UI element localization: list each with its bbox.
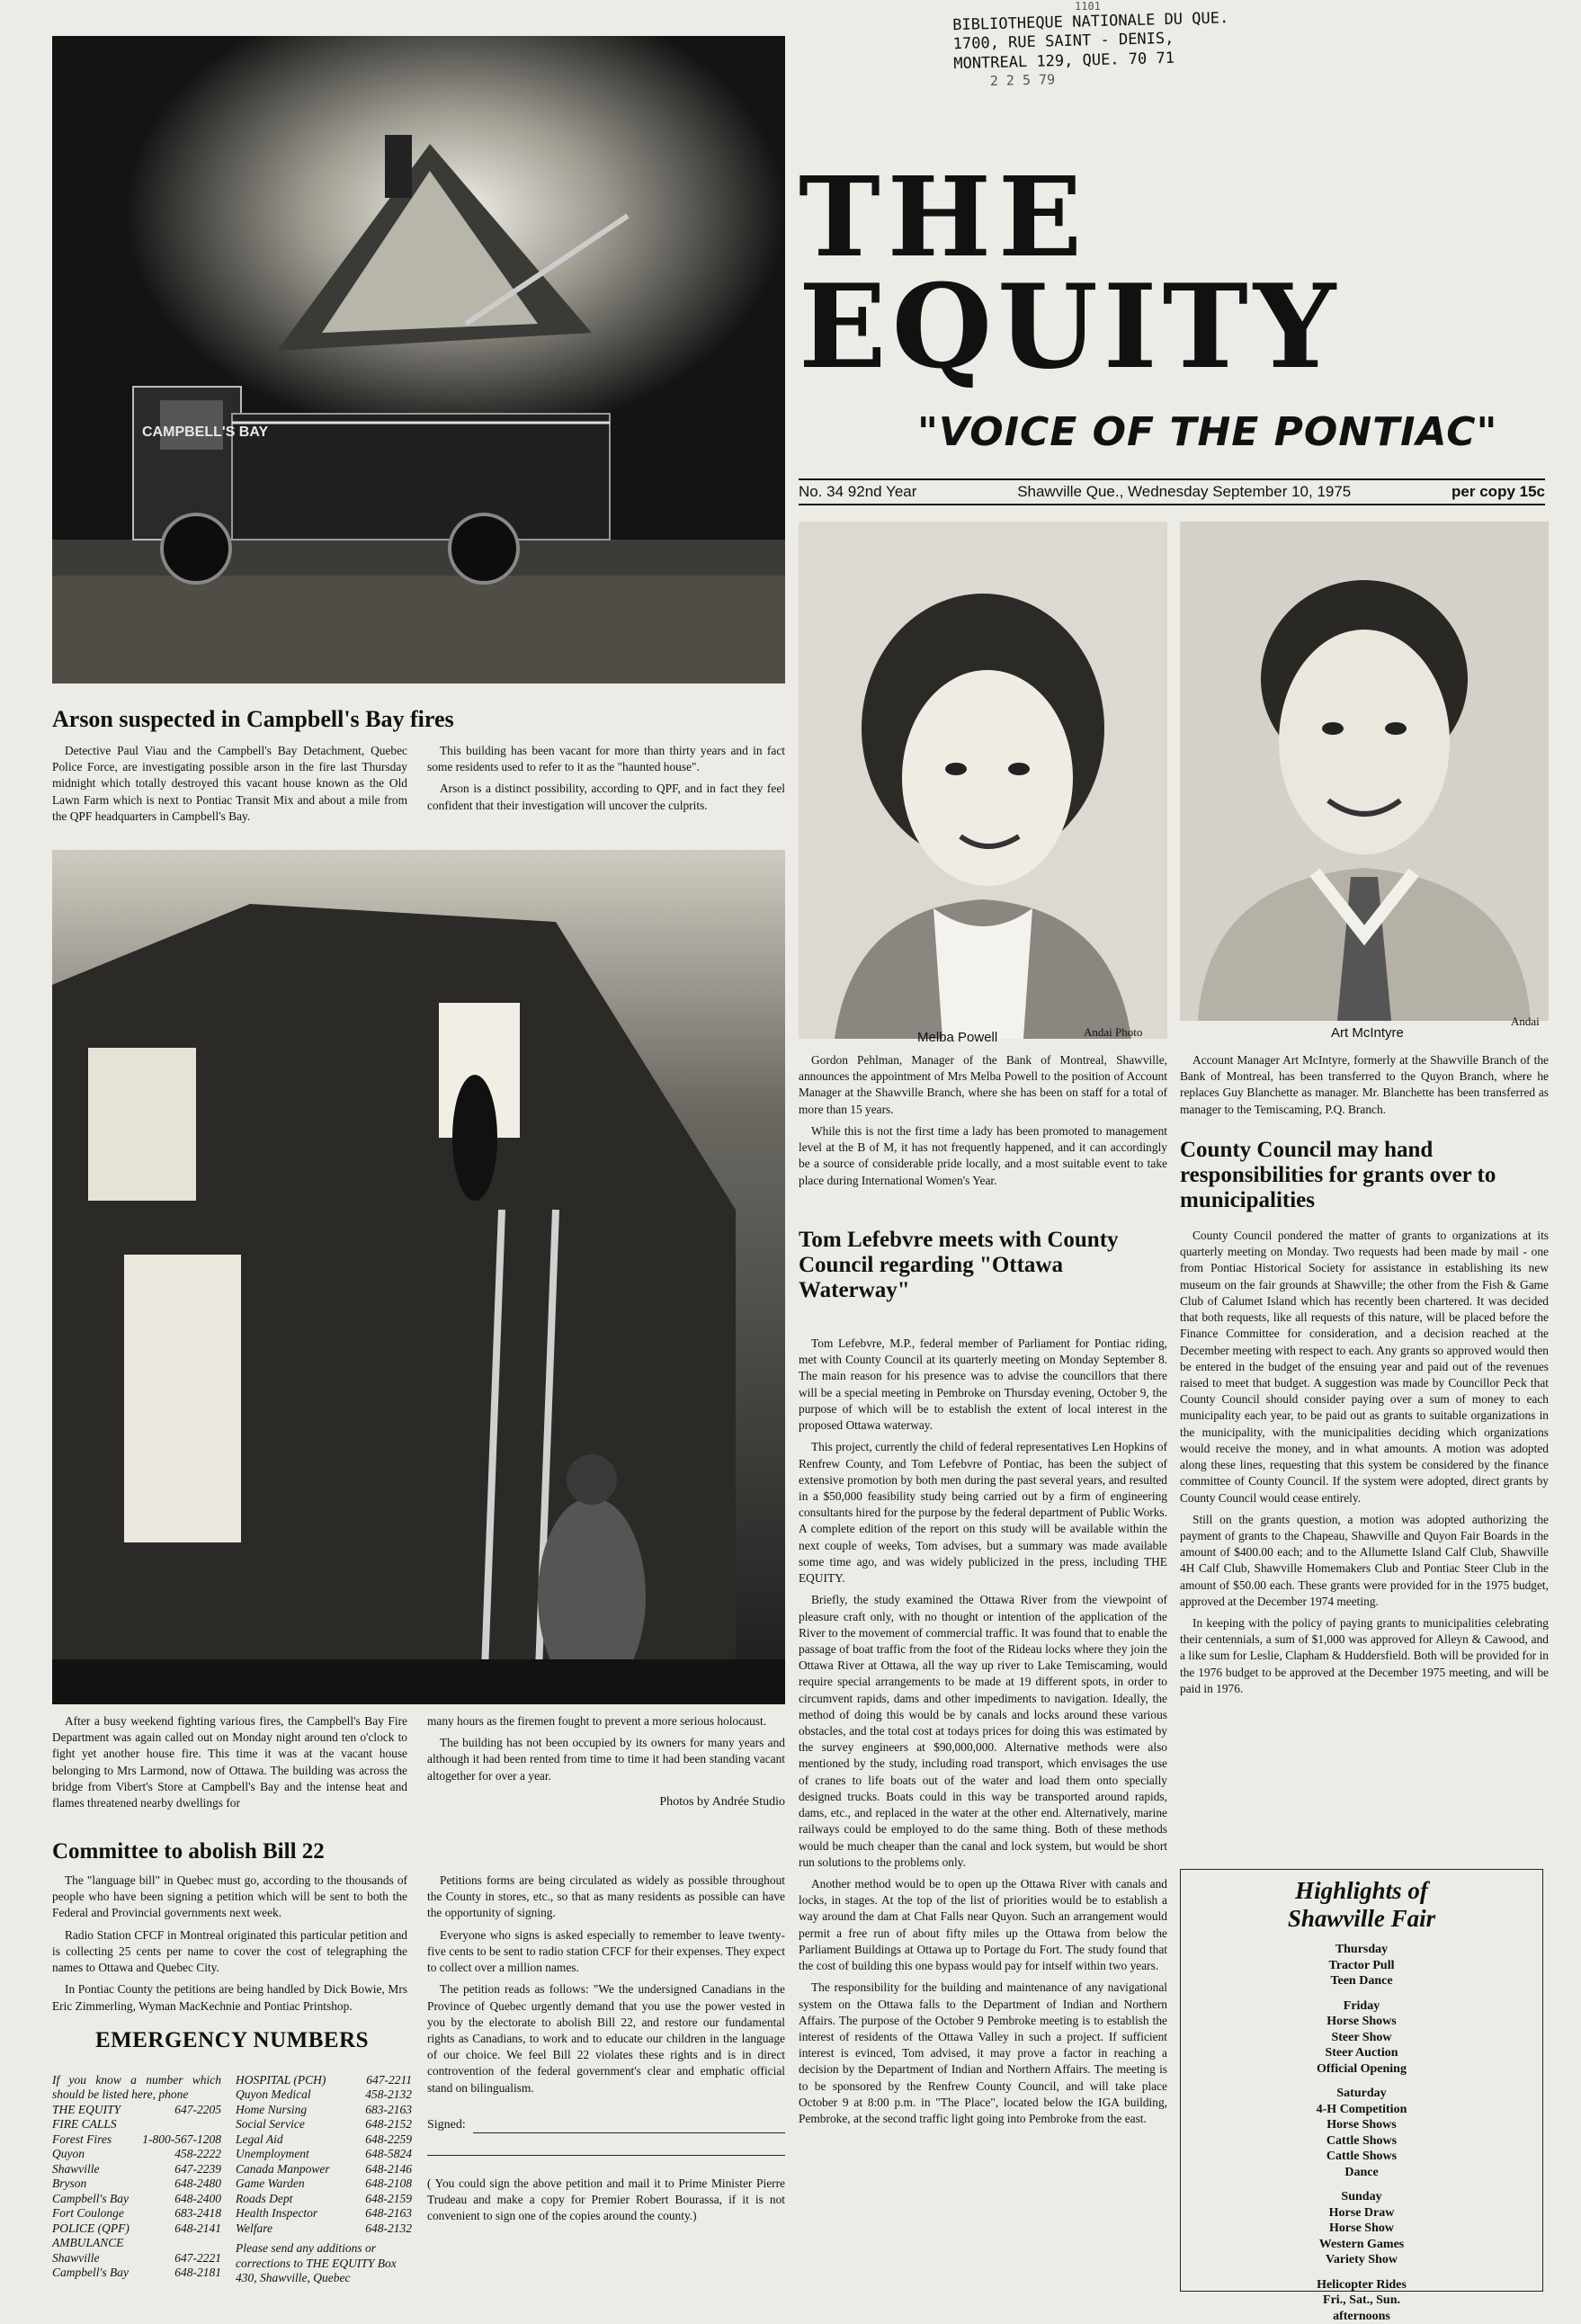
emergency-right-column	[236, 2073, 412, 2286]
mcintyre-story	[1180, 1052, 1549, 1123]
emergency-entry: Health Inspector 648-2163	[236, 2206, 412, 2221]
emergency-entry: THE EQUITY 647-2205	[52, 2102, 221, 2116]
lefebvre-story	[799, 1336, 1167, 2132]
powell-paragraph: While this is not the first time a lady has been promoted to management level at the B of M, it has not frequently happened, and it can accordingly be a source of considerable pride locally, and a most suitable event to take place during International Women's Year.	[799, 1123, 1167, 1187]
emergency-entry: Welfare 648-2132	[236, 2221, 412, 2235]
arson-headline: Arson suspected in Campbell's Bay fires	[52, 706, 454, 732]
portrait-name-powell: Melba Powell	[917, 1030, 998, 1045]
masthead-title-1: THE	[799, 152, 1090, 282]
issue-number: No. 34 92nd Year	[799, 483, 917, 500]
emergency-entry: Unemployment 648-5824	[236, 2147, 412, 2161]
fire-truck-photo	[52, 36, 785, 684]
portrait-art-mcintyre	[1180, 522, 1549, 1021]
man-portrait-illustration	[1180, 522, 1549, 1021]
vibert-caption-paragraph: After a busy weekend fighting various fires, the Campbell's Bay Fire Department was again called out on Monday night around ten o'clock to fight yet another house fire. This time it was at the vacant house belonging to Mrs Larmond, now of Ottawa. The building was across the bridge from Vibert's Store at Campbell's Bay and the intense heat and flames threatened nearby dwellings for	[52, 1714, 407, 1810]
emergency-title: EMERGENCY NUMBERS	[94, 2028, 370, 2052]
lefebvre-paragraph: The responsibility for the building and maintenance of any navigational system on the Ottawa falls to the Department of Indian and Northern Affairs. The purpose of the October 9 Pembroke meeting is to establish the interest of residents of the Ottawa Valley in such a project. If sufficient interest is evinced, Tom advised, it may prove a factor in reaching a decision by the Department of Indian and Northern Affairs. The meeting is to be sponsored by the Renfrew County Council, and will take place October 9 at 8:00 p.m. in "The Place", located below the IGA building, Pembroke, at the second traffic light going into Pembroke from the east.	[799, 1980, 1167, 2126]
emergency-entry: Fort Coulonge 683-2418	[52, 2206, 221, 2221]
emergency-intro: If you know a number which should be listed here, phone	[52, 2073, 221, 2102]
vibert-caption-paragraph: The building has not been occupied by its owners for many years and although it had been rented from time to time it had been standing vacant altogether for over a year.	[427, 1736, 785, 1783]
lefebvre-paragraph: Another method would be to open up the Ottawa River with canals and locks, in stages. At the top of the list of priorities would be to establish a way around the dam at Chat Falls near Quyon. Such an arrangement would permit a free run of about fifty miles up the Ottawa from below the Parliament Buildings at Ottawa up to Portage du Fort. The study found that the cost of building this one bypass would pay for intself within two years.	[799, 1877, 1167, 1973]
place-date: Shawville Que., Wednesday September 10, 1975	[1017, 483, 1352, 500]
arson-body-left	[52, 743, 407, 830]
fair-title-2: Shawville Fair	[1287, 1905, 1436, 1933]
signed-label: Signed:	[427, 2117, 466, 2132]
council-paragraph: County Council pondered the matter of grants to organizations at its quarterly meeting on Monday. Two requests had been made by mail - one from Pontiac Historical Society for assistance in establishing its new museum on the fair grounds at Shawville; the other from the Fish & Game Club of Calumet Island which has recently been chartered. It was decided that both requests, like all requests of this nature, will be placed before the Finance Committee for consideration, and a decision reached at the December meeting with respect to each. Any grants so approved would then be entered in the budget of the ensuing year and paid out of the revenues raised to meet that budget. A suggestion was made by Councillor Peck that County Council should consider paying over a sum of money to each municipality each year, to be paid out as grants to suitable organizations in the municipality, with the municipalities deciding which organizations would receive the money, and in what amounts. A motion was adopted along these lines, requesting that this system be considered by the finance committee of County Council. If the system were adopted, direct grants by County Council would cease entirely.	[1180, 1229, 1549, 1505]
emergency-entry: Roads Dept 648-2159	[236, 2191, 412, 2205]
emergency-entry: Home Nursing 683-2163	[236, 2102, 412, 2116]
emergency-entry: Social Service 648-2152	[236, 2117, 412, 2132]
bill22-paragraph: Petitions forms are being circulated as widely as possible throughout the County in stores, etc., so that as many residents as possible can have the opportunity of signing.	[427, 1873, 785, 1920]
emergency-entry: AMBULANCE	[52, 2236, 124, 2250]
woman-portrait-illustration	[799, 522, 1167, 1039]
emergency-footer: Please send any additions or corrections to THE EQUITY Box 430, Shawville, Quebec	[236, 2241, 397, 2285]
emergency-entry: HOSPITAL (PCH) 647-2211	[236, 2073, 412, 2087]
emergency-left-column	[52, 2073, 221, 2281]
bill22-paragraph: Radio Station CFCF in Montreal originated this particular petition and is collecting 25 cents per name to cover the cost of telegraphing the names to Ottawa and Quebec City.	[52, 1927, 407, 1975]
powell-paragraph: Gordon Pehlman, Manager of the Bank of Montreal, Shawville, announces the appointment of Mrs Melba Powell to the position of Account Manager at the Shawville Branch, where she has been on staff for a total of more than 15 years.	[799, 1053, 1167, 1116]
emergency-entry: Quyon Medical 458-2132	[236, 2087, 412, 2102]
stamp-top-note: 1101	[1075, 0, 1101, 13]
masthead-slogan: "VOICE OF THE PONTIAC"	[917, 409, 1498, 455]
emergency-entry: Legal Aid 648-2259	[236, 2132, 412, 2146]
dateline-bar	[799, 478, 1545, 505]
stamp-line: 2 2 5 79	[989, 70, 1056, 89]
portrait-name-mcintyre: Art McIntyre	[1331, 1025, 1404, 1041]
arson-body-right	[427, 743, 785, 819]
stamp-line: MONTREAL 129, QUE. 70 71	[953, 49, 1175, 73]
vibert-fire-caption-right	[427, 1713, 785, 1810]
fire-truck-illustration	[52, 36, 785, 684]
arson-paragraph: This building has been vacant for more than thirty years and in fact some residents used to refer to it as the "haunted house".	[427, 744, 785, 774]
council-story	[1180, 1228, 1549, 1703]
signature-line[interactable]	[427, 2116, 785, 2133]
lefebvre-headline: Tom Lefebvre meets with County Council regarding "Ottawa Waterway"	[799, 1228, 1119, 1302]
arson-paragraph: Arson is a distinct possibility, according to QPF, and in fact they feel confident that their investigation will uncover the culprits.	[427, 782, 785, 812]
emergency-entry: POLICE (QPF) 648-2141	[52, 2221, 221, 2235]
price: per copy 15c	[1451, 483, 1545, 500]
council-paragraph: Still on the grants question, a motion was adopted authorizing the payment of grants to the Chapeau, Shawville and Quyon Fair Boards in the amount of $400.00 each; and to the Allumette Island Calf Club, Shawville 4H Calf Club, Shawville Homemakers Club and Pontiac Steer Club in the amount of $50.00 each. These grants were provided for in the 1975 budget, approved at the December 1974 meeting.	[1180, 1512, 1549, 1608]
emergency-entry: Game Warden 648-2108	[236, 2177, 412, 2191]
emergency-entry: Forest Fires 1-800-567-1208	[52, 2132, 221, 2146]
fair-group-saturday: Saturday 4-H Competition Horse Shows Cattle Shows Cattle Shows Dance	[1316, 2087, 1407, 2179]
portrait-credit-mcintyre: Andai	[1511, 1015, 1540, 1028]
council-paragraph: In keeping with the policy of paying grants to municipalities celebrating their centennials, a sum of $1,000 was approved for Alleyn & Cawood, and a like sum for Leslie, Clapham & Huddersfield. Both will be provided for in the 1976 budget to be approved at the December 1975 meeting, and will be paid in 1976.	[1180, 1616, 1549, 1695]
council-headline: County Council may hand responsibilities for grants over to municipalities	[1180, 1138, 1496, 1212]
emergency-entry: Shawville 647-2221	[52, 2250, 221, 2265]
bill22-body-right	[427, 1873, 785, 2230]
lefebvre-paragraph: This project, currently the child of federal representatives Len Hopkins of Renfrew County, and Tom Lefebvre of Pontiac, has been the subject of extensive promotion by both men during the past several years, and resulted in a $50,000 feasibility study being carried out by a firm of engineering consultants hired for the purpose by the federal department of Public Works. A complete edition of the report on this study will be available within the next couple of weeks, Tom advises, but a summary was made available some time ago, and was widely publicized in the press, including THE EQUITY.	[799, 1440, 1167, 1586]
portrait-melba-powell	[799, 522, 1167, 1039]
house-fire-photo	[52, 850, 785, 1704]
vibert-fire-caption-left	[52, 1713, 407, 1817]
bill22-paragraph: The "language bill" in Quebec must go, according to the thousands of people who have been signing a petition which will be sent to both the Federal and Provincial governments next week.	[52, 1873, 407, 1920]
emergency-entry: Campbell's Bay 648-2400	[52, 2191, 221, 2205]
emergency-entry: Campbell's Bay 648-2181	[52, 2266, 221, 2280]
fair-group-helicopter: Helicopter Rides Fri., Sat., Sun. afternoons	[1317, 2277, 1407, 2323]
fair-group-friday: Friday Horse Shows Steer Show Steer Auction Official Opening	[1317, 1998, 1407, 2076]
bill22-headline: Committee to abolish Bill 22	[52, 1839, 325, 1864]
portrait-credit-powell: Andai Photo	[1084, 1025, 1143, 1039]
lefebvre-paragraph: Briefly, the study examined the Ottawa River from the viewpoint of pleasure craft only, with no thought or intention of the application of the River to the movement of commercial traffic. It was found that to enable the passage of boat traffic from the foot of the Rideau locks where they join the Ottawa River at Ottawa, all the way up river to Lake Temiscaming, would require special arrangements to be made at 19 different spots, in order to circumvent rapids, dams and other impediments to navigation. Ideally, the method of doing this would be by canals and locks around these various obstacles, and the total cost at todays prices for doing this was estimated by the survey engineers at $90,000,000. Alternative methods were also mentioned by the study, including road transport, which envisages the use of cranes to life boats out of the water and load them onto specially designed trucks. Boats could in this way be transported around rapids, dams, etc., and replaced in the water at the other end. Alternatively, marine railways could be employed to do the same thing. Both of these methods would be much cheaper than the canal and lock system, but would be short run solutions to the problems only.	[799, 1593, 1167, 1869]
stamp-line: 1700, RUE SAINT - DENIS,	[952, 30, 1175, 54]
mcintyre-paragraph: Account Manager Art McIntyre, formerly at the Shawville Branch of the Bank of Montreal, has been transferred to the Quyon Branch, where he replaces Guy Blanchette as manager. Mr. Blanchette has been transferred as manager to the Temiscaming, P.Q. Branch.	[1180, 1053, 1549, 1116]
stamp-line: BIBLIOTHEQUE NATIONALE DU QUE.	[951, 9, 1229, 35]
truck-label: CAMPBELL'S BAY	[142, 425, 269, 440]
house-fire-illustration	[52, 850, 785, 1704]
emergency-entry: Bryson 648-2480	[52, 2177, 221, 2191]
fair-title-1: Highlights of	[1295, 1877, 1428, 1904]
lefebvre-paragraph: Tom Lefebvre, M.P., federal member of Parliament for Pontiac riding, met with County Council at its quarterly meeting on Monday September 8. The main reason for his presence was to advise the councillors that there will be a special meeting in Pembroke on Thursday evening, October 9, the purpose of which will be to establish the extent of local interest in the proposed Ottawa waterway.	[799, 1336, 1167, 1433]
powell-story	[799, 1052, 1167, 1194]
library-stamp	[952, 9, 1242, 91]
bill22-paragraph: Everyone who signs is asked especially to remember to leave twenty-five cents to be sent to radio station CFCF for their expenses. They expect to collect over a million names.	[427, 1927, 785, 1975]
arson-paragraph: Detective Paul Viau and the Campbell's Bay Detachment, Quebec Police Force, are investigating possible arson in the fire last Thursday midnight which totally destroyed this vacant house known as the Old Lawn Farm which is next to Pontiac Transit Mix and about a mile from the QPF headquarters in Campbell's Bay.	[52, 744, 407, 823]
emergency-entry: FIRE CALLS	[52, 2117, 117, 2132]
emergency-entry: Canada Manpower 648-2146	[236, 2161, 412, 2176]
photo-credit: Photos by Andrée Studio	[659, 1794, 785, 1809]
fair-group-thursday: Thursday Tractor Pull Teen Dance	[1328, 1943, 1395, 1989]
emergency-entry: Shawville 647-2239	[52, 2161, 221, 2176]
fair-highlights-box	[1180, 1869, 1543, 2323]
masthead-title-2: EQUITY	[799, 260, 1342, 395]
bill22-paragraph: In Pontiac County the petitions are being handled by Dick Bowie, Mrs Eric Zimmerling, Wyman MacKechnie and Pontiac Printshop.	[52, 1982, 407, 2013]
vibert-caption-paragraph: many hours as the firemen fought to prevent a more serious holocaust.	[427, 1714, 767, 1728]
bill22-paragraph: The petition reads as follows: "We the undersigned Canadians in the Province of Quebec urgently demand that you use the power vested in you by the electorate to abolish Bill 22, and restore our fundamental rights as Canadians, to work and to educate our children in the language of our choice. We feel Bill 22 violates these rights and is in direct controvention of the federal government's clear and emphatic official stand on bilingualism.	[427, 1982, 785, 2095]
emergency-entry: Quyon 458-2222	[52, 2147, 221, 2161]
bill22-body-left	[52, 1873, 407, 2020]
fair-group-sunday: Sunday Horse Draw Horse Show Western Games Variety Show	[1318, 2190, 1405, 2267]
bill22-note: ( You could sign the above petition and mail it to Prime Minister Pierre Trudeau and make a copy for Premier Robert Bourassa, if it is not convenient to sign one of the copies around the county.)	[427, 2176, 785, 2223]
